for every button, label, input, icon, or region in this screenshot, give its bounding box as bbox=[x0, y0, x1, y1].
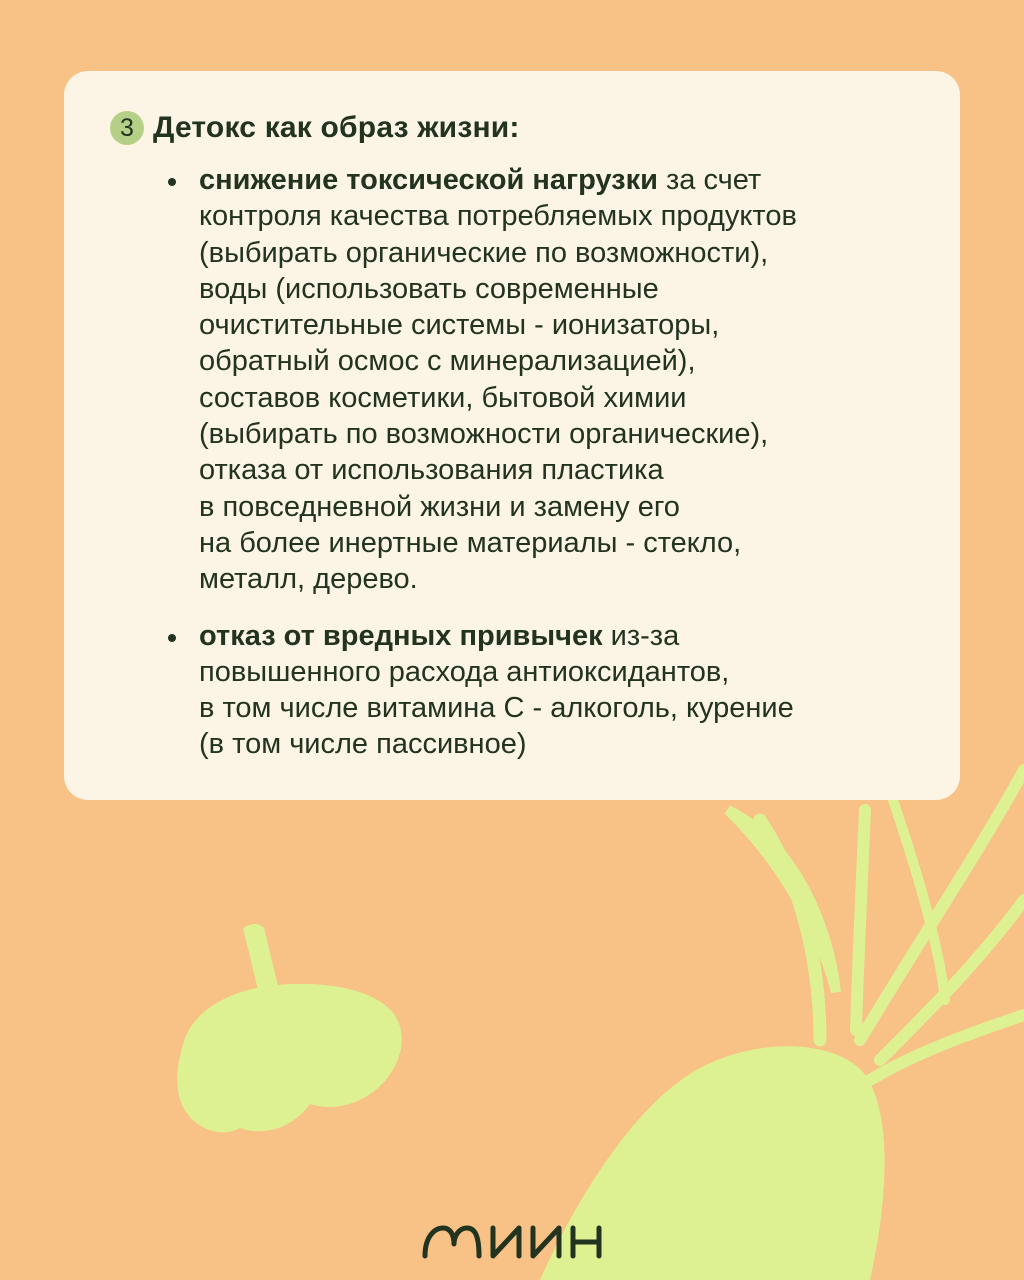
bullet-line: в повседневной жизни и замену его bbox=[199, 490, 680, 523]
brand-logo bbox=[421, 1222, 603, 1260]
bullet-line: на более инертные материалы - стекло, bbox=[199, 526, 742, 559]
bullet-first-line-rest: за счет bbox=[657, 164, 762, 196]
bullet-line: (выбирать органические по возможности), bbox=[199, 236, 769, 269]
bullet-line: составов косметики, бытовой химии bbox=[199, 381, 687, 414]
bullet-dot bbox=[168, 634, 176, 642]
bullet-bold-text: отказ от вредных привычек bbox=[199, 619, 603, 652]
bullet-first-line bbox=[199, 162, 928, 198]
bullet-first-line bbox=[199, 618, 928, 654]
bullet-bold-text: снижение токсической нагрузки bbox=[199, 164, 658, 196]
bullet-line: отказа от использования пластика bbox=[199, 454, 664, 487]
content-card bbox=[64, 71, 960, 800]
section-title: Детокс как образ жизни: bbox=[153, 111, 520, 144]
bullet-line: очистительные системы - ионизаторы, bbox=[199, 309, 720, 342]
list-item bbox=[168, 618, 928, 763]
list-item bbox=[168, 162, 928, 598]
bullet-line: (выбирать по возможности органические), bbox=[199, 418, 769, 451]
bullet-dot bbox=[168, 178, 176, 186]
radish-icon bbox=[540, 770, 1024, 1280]
bullet-first-line-rest: из-за bbox=[602, 619, 680, 652]
bullet-line: повышенного расхода антиоксидантов, bbox=[199, 655, 730, 688]
vegetable-icon bbox=[177, 924, 402, 1132]
step-number-badge: 3 bbox=[110, 111, 144, 145]
bullet-line: контроля качества потребляемых продуктов bbox=[199, 200, 797, 233]
bullet-line: (в том числе пассивное) bbox=[199, 728, 527, 761]
section-heading bbox=[110, 111, 520, 145]
bullet-line: в том числе витамина С - алкоголь, курение bbox=[199, 692, 794, 725]
bullet-line: металл, дерево. bbox=[199, 563, 418, 596]
bullet-line: обратный осмос с минерализацией), bbox=[199, 345, 696, 378]
bullet-line: воды (использовать современные bbox=[199, 272, 659, 305]
bullet-list bbox=[168, 162, 928, 783]
